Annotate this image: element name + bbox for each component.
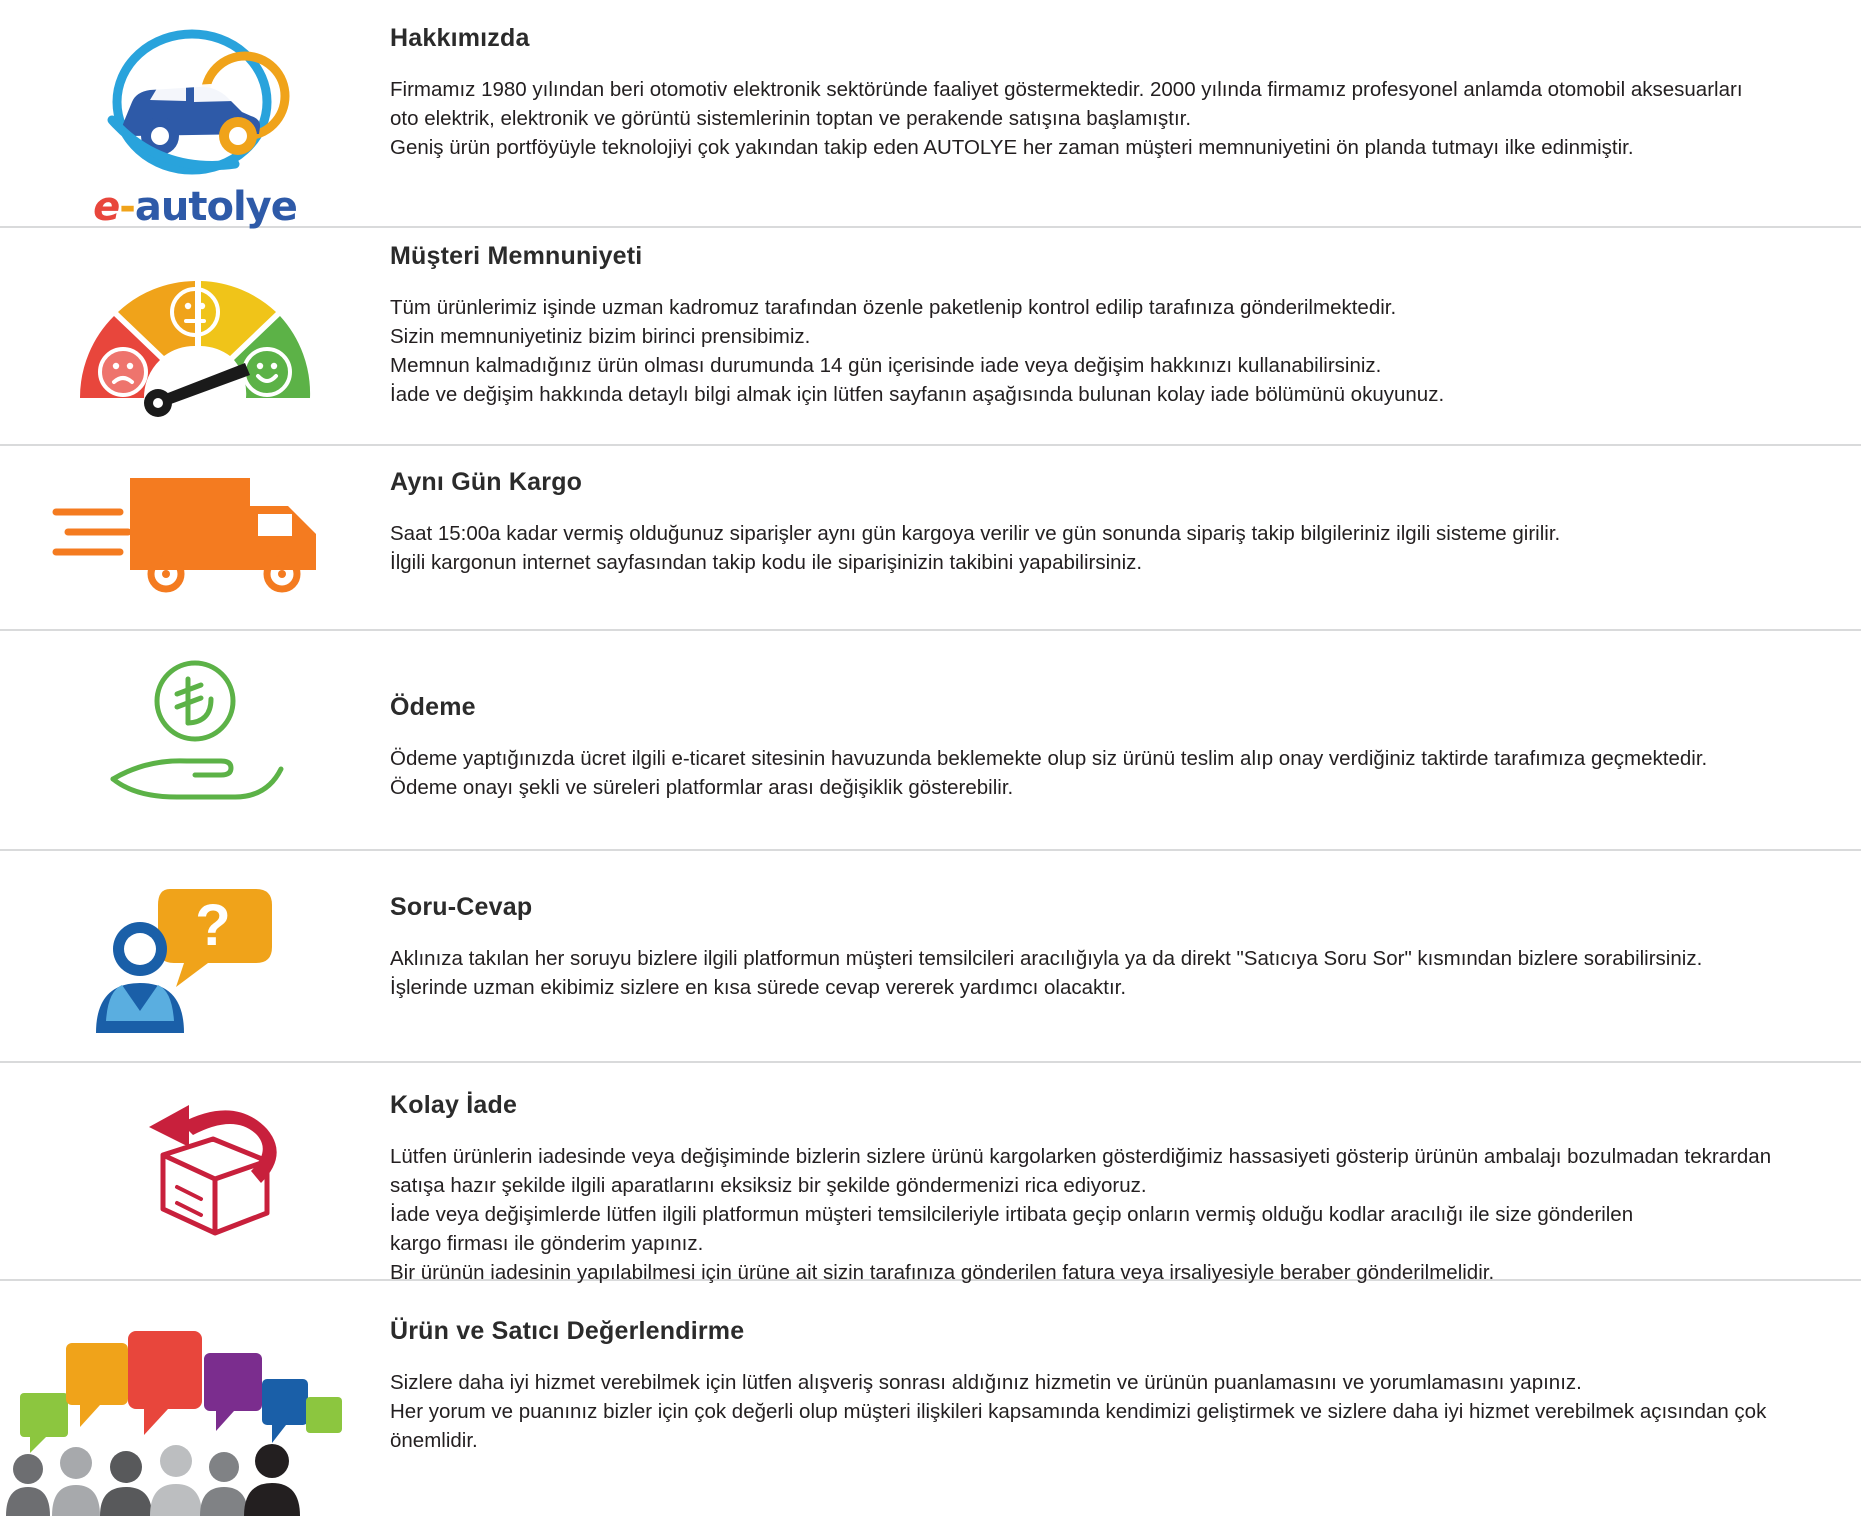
paragraph: İşlerinde uzman ekibimiz sizlere en kısa sürede cevap vererek yardımcı olacaktır.	[390, 976, 1127, 1000]
text-cell-urun-ve-satici-degerlendirme	[390, 1291, 1861, 1455]
text-cell-ayni-gun-kargo	[390, 456, 1861, 577]
section-title-ayni-gun-kargo: Aynı Gün Kargo	[390, 468, 583, 496]
rating-svg	[0, 1301, 390, 1516]
icon-cell-return	[0, 1073, 390, 1253]
gauge-svg	[60, 248, 330, 423]
paragraph: kargo firması ile gönderim yapınız.	[390, 1232, 704, 1256]
question-answer-icon	[80, 871, 310, 1036]
icon-cell-qa	[0, 861, 390, 1046]
question-mark-glyph: ?	[195, 893, 231, 958]
paragraph: Saat 15:00a kadar vermiş olduğunuz siparişler aynı gün kargoya verilir ve gün sonunda sipariş takip bilgileriniz ilgili sisteme girilir.	[390, 522, 1561, 545]
satisfaction-gauge-icon	[60, 248, 330, 423]
section-ayni-gun-kargo	[0, 446, 1861, 631]
section-title-kolay-iade: Kolay İade	[390, 1091, 518, 1119]
paragraph: Lütfen ürünlerin iadesinde veya değişiminde bizlerin sizlere ürünü kargolarken gösterdiğimiz hassasiyeti gösterip ürünün ambalajı bozulmadan tekrardan	[390, 1145, 1772, 1168]
return-box-svg	[85, 1083, 305, 1248]
section-title-urun-ve-satici-degerlendirme: Ürün ve Satıcı Değerlendirme	[390, 1317, 745, 1345]
paragraph: Sizin memnuniyetiniz bizim birinci prensibimiz.	[390, 325, 811, 349]
paragraph: İlgili kargonun internet sayfasından takip kodu ile siparişinizin takibini yapabilirsiniz.	[390, 551, 1143, 575]
text-cell-kolay-iade	[390, 1073, 1861, 1288]
text-cell-odeme	[390, 641, 1861, 802]
section-body-hakkimizda	[390, 75, 1821, 162]
icon-cell-rating	[0, 1291, 390, 1526]
paragraph: Tüm ürünlerimiz işinde uzman kadromuz tarafından özenle paketlenip kontrol edilip tarafınıza gönderilmektedir.	[390, 296, 1397, 319]
payment-hand-lira-icon	[95, 651, 295, 811]
section-title-hakkimizda: Hakkımızda	[390, 24, 530, 52]
text-cell-hakkimizda	[390, 14, 1861, 162]
section-hakkimizda	[0, 0, 1861, 228]
section-odeme	[0, 631, 1861, 851]
paragraph: İade veya değişimlerde lütfen ilgili platformun müşteri temsilcileriyle irtibata geçip onların vermiş olduğu kodlar aracılığı ile size gönderilen	[390, 1203, 1634, 1227]
paragraph: İade ve değişim hakkında detaylı bilgi almak için lütfen sayfanın aşağısında bulunan kolay iade bölümünü okuyunuz.	[390, 383, 1445, 407]
paragraph: Firmamız 1980 yılından beri otomotiv elektronik sektöründe faaliyet göstermektedir. 2000 yılında firmamız profesyonel anlamda otomobil aksesuarları	[390, 78, 1743, 101]
section-body-odeme	[390, 744, 1821, 802]
paragraph: oto elektrik, elektronik ve görüntü sistemlerinin toptan ve perakende satışına başlamıştır.	[390, 107, 1192, 131]
section-body-kolay-iade	[390, 1142, 1821, 1288]
e-autolye-logo	[70, 24, 320, 236]
logo-car-icon	[70, 24, 320, 199]
paragraph: Ödeme yaptığınızda ücret ilgili e-ticaret sitesinin havuzunda beklemekte olup siz ürünü teslim alıp onay verdiğiniz taktirde tarafımıza geçmektedir.	[390, 747, 1708, 770]
section-musteri-memnuniyeti	[0, 228, 1861, 446]
section-body-urun-ve-satici-degerlendirme	[390, 1368, 1821, 1455]
section-title-soru-cevap: Soru-Cevap	[390, 893, 533, 921]
rating-speech-bubbles-icon	[0, 1301, 390, 1516]
paragraph: Ödeme onayı şekli ve süreleri platformlar arası değişiklik gösterebilir.	[390, 776, 1014, 800]
paragraph: Memnun kalmadığınız ürün olması durumunda 14 gün içerisinde iade veya değişim hakkınızı kullanabilirsiniz.	[390, 354, 1382, 378]
return-box-icon	[85, 1083, 305, 1243]
paragraph: Aklınıza takılan her soruyu bizlere ilgili platformun müşteri temsilcileri aracılığıyla ya da direkt "Satıcıya Soru Sor" kısmından bizlere sorabilirsiniz.	[390, 947, 1703, 970]
paragraph: satışa hazır şekilde ilgili aparatlarını eksiksiz bir şekilde göndermenizi rica ediyoruz.	[390, 1174, 1147, 1198]
icon-cell-payment	[0, 641, 390, 821]
delivery-truck-icon	[50, 466, 340, 596]
qa-svg	[80, 871, 310, 1046]
logo-word-dash: -	[119, 184, 135, 230]
section-body-musteri-memnuniyeti	[390, 293, 1821, 409]
paragraph: Bir ürünün iadesinin yapılabilmesi için ürüne ait sizin tarafınıza gönderilen fatura veya irsaliyesiyle beraber gönderilmelidir.	[390, 1261, 1495, 1285]
text-cell-musteri-memnuniyeti	[390, 238, 1861, 409]
logo-wordmark	[70, 184, 320, 230]
icon-cell-logo	[0, 14, 390, 246]
icon-cell-truck	[0, 456, 390, 606]
logo-word-autolye: autolye	[134, 184, 297, 230]
section-title-musteri-memnuniyeti: Müşteri Memnuniyeti	[390, 242, 643, 270]
paragraph: Her yorum ve puanınız bizler için çok değerli olup müşteri ilişkileri kapsamında kendimizi geliştirmek ve sizlere daha iyi hizmet verebilmek açısından çok önemlidir.	[390, 1400, 1767, 1453]
paragraph: Sizlere daha iyi hizmet verebilmek için lütfen alışveriş sonrası aldığınız hizmetin ve ürünün puanlamasını ve yorumlamasını yapınız.	[390, 1371, 1582, 1394]
section-urun-ve-satici-degerlendirme	[0, 1281, 1861, 1513]
payment-svg	[95, 651, 295, 816]
section-soru-cevap	[0, 851, 1861, 1063]
paragraph: Geniş ürün portföyüyle teknolojiyi çok yakından takip eden AUTOLYE her zaman müşteri memnuniyetini ön planda tutmayı ilke edinmiştir.	[390, 136, 1634, 160]
section-title-odeme: Ödeme	[390, 693, 476, 721]
truck-svg	[50, 466, 340, 596]
icon-cell-gauge	[0, 238, 390, 433]
section-body-soru-cevap	[390, 944, 1821, 1002]
text-cell-soru-cevap	[390, 861, 1861, 1002]
section-body-ayni-gun-kargo	[390, 519, 1821, 577]
section-kolay-iade	[0, 1063, 1861, 1285]
logo-word-e: e	[93, 184, 120, 230]
